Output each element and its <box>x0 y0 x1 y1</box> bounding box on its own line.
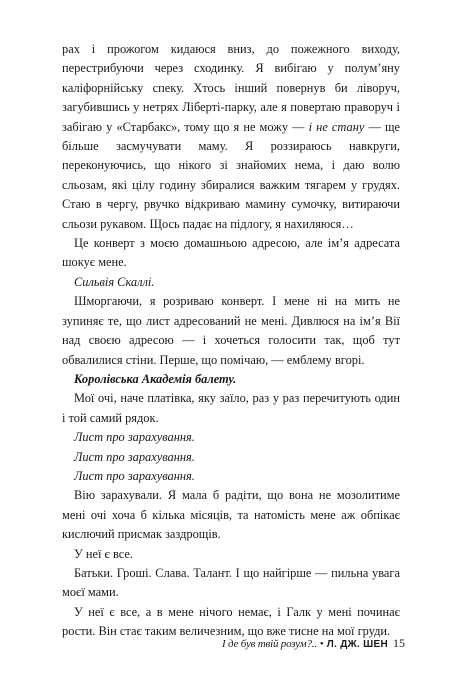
paragraph-8: Лист про зарахування. <box>74 449 195 464</box>
paragraph-1 <box>62 40 400 234</box>
footer-author: Л. ДЖ. ШЕН <box>326 639 388 650</box>
footer-separator: • <box>319 638 324 650</box>
paragraph-10: Вію зарахували. Я мала б радіти, що вона не мозолитиме мені очі хоча б кілька місяців, та натомість мене аж обпікає кислючий присмак заздрощів. <box>62 488 400 542</box>
page-number: 15 <box>393 636 405 650</box>
paragraph-2: Це конверт з моєю домашньою адресою, але ім’я адресата шокує мене. <box>62 236 400 270</box>
paragraph-6: Мої очі, наче платівка, яку заїло, раз у раз перечитують один і той самий рядок. <box>62 391 400 425</box>
paragraph-5: Королівська Академія балету. <box>74 371 237 386</box>
paragraph-1-part-1: рах і прожогом кидаюся вниз, до пожежного виходу, перестрибуючи через сходинку. Я вибігаю у полум’яну каліфорнійську спеку. Хтось інший повернув би ліворуч, загубившись у нетрях Ліберті-парку, але я повертаю праворуч і забігаю у «Старбакс», тому що я не можу — <box>62 42 400 134</box>
paragraph-12: Батьки. Гроші. Слава. Талант. І що найгірше — пильна увага моєї мами. <box>62 565 400 600</box>
paragraph-1-part-2: — ще більше засмучувати маму. Я роззираюсь навкруги, переконуючись, що нікого зі знайомих нема, і даю волю сльозам, які цілу годину збиралися важким тягарем у грудях. Стаю в чергу, рвучко відкриваю мамину сумочку, витираючи сльози рукавом. Щось падає на підлогу, я нахиляюся… <box>62 119 400 231</box>
paragraph-7: Лист про зарахування. <box>74 430 195 445</box>
body-text <box>62 40 400 642</box>
footer-book-title: І де був твій розум?.. <box>222 638 317 650</box>
paragraph-11: У неї є все. <box>74 546 133 561</box>
paragraph-13: У неї є все, а в мене нічого немає, і Галк у мені починає рости. Він стає таким величезним, що вже тисне на мої груди. <box>62 604 400 639</box>
paragraph-9: Лист про зарахування. <box>74 468 195 483</box>
running-footer <box>200 636 405 651</box>
paragraph-1-emphasis: і не стану <box>308 119 365 134</box>
paragraph-3: Сильвія Скаллі. <box>74 274 155 289</box>
paragraph-4: Шморгаючи, я розриваю конверт. І мене ні на мить не зупиняє те, що лист адресований не мені. Дивлюся на ім’я Вії над своєю адресою — і хочеться голосити так, щоб тут обвалилися стіни. Перше, що помічаю, — емблему вгорі. <box>62 294 400 367</box>
